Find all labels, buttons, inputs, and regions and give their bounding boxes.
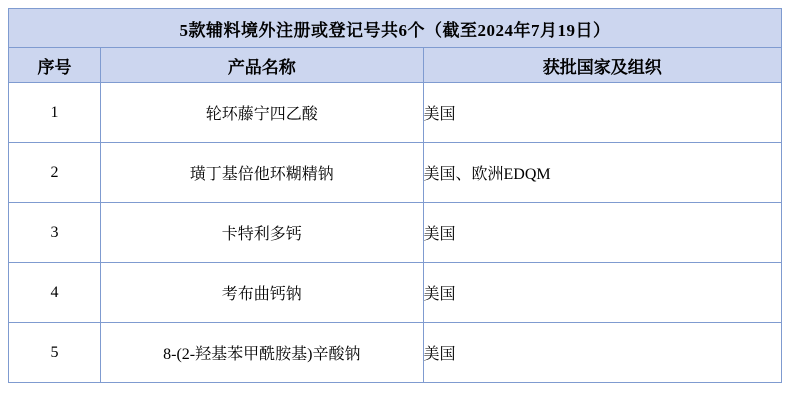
table-row bbox=[9, 83, 782, 143]
table-title-row bbox=[9, 9, 782, 48]
column-header-index: 序号 bbox=[9, 48, 101, 83]
cell-country: 美国 bbox=[423, 263, 781, 323]
table-container bbox=[8, 8, 782, 383]
table-row bbox=[9, 203, 782, 263]
cell-country: 美国 bbox=[423, 83, 781, 143]
cell-product-name: 考布曲钙钠 bbox=[101, 263, 423, 323]
cell-product-name: 8-(2-羟基苯甲酰胺基)辛酸钠 bbox=[101, 323, 423, 383]
cell-country: 美国 bbox=[423, 203, 781, 263]
table-header-row bbox=[9, 48, 782, 83]
column-header-product-name: 产品名称 bbox=[101, 48, 423, 83]
table-row bbox=[9, 323, 782, 383]
cell-index: 2 bbox=[9, 143, 101, 203]
cell-index: 3 bbox=[9, 203, 101, 263]
cell-product-name: 轮环藤宁四乙酸 bbox=[101, 83, 423, 143]
table-row bbox=[9, 143, 782, 203]
data-table bbox=[8, 8, 782, 383]
table-title: 5款辅料境外注册或登记号共6个（截至2024年7月19日） bbox=[9, 9, 782, 48]
cell-index: 4 bbox=[9, 263, 101, 323]
cell-index: 1 bbox=[9, 83, 101, 143]
table-row bbox=[9, 263, 782, 323]
cell-product-name: 卡特利多钙 bbox=[101, 203, 423, 263]
cell-country: 美国、欧洲EDQM bbox=[423, 143, 781, 203]
cell-country: 美国 bbox=[423, 323, 781, 383]
cell-index: 5 bbox=[9, 323, 101, 383]
column-header-country: 获批国家及组织 bbox=[423, 48, 781, 83]
cell-product-name: 璜丁基倍他环糊精钠 bbox=[101, 143, 423, 203]
